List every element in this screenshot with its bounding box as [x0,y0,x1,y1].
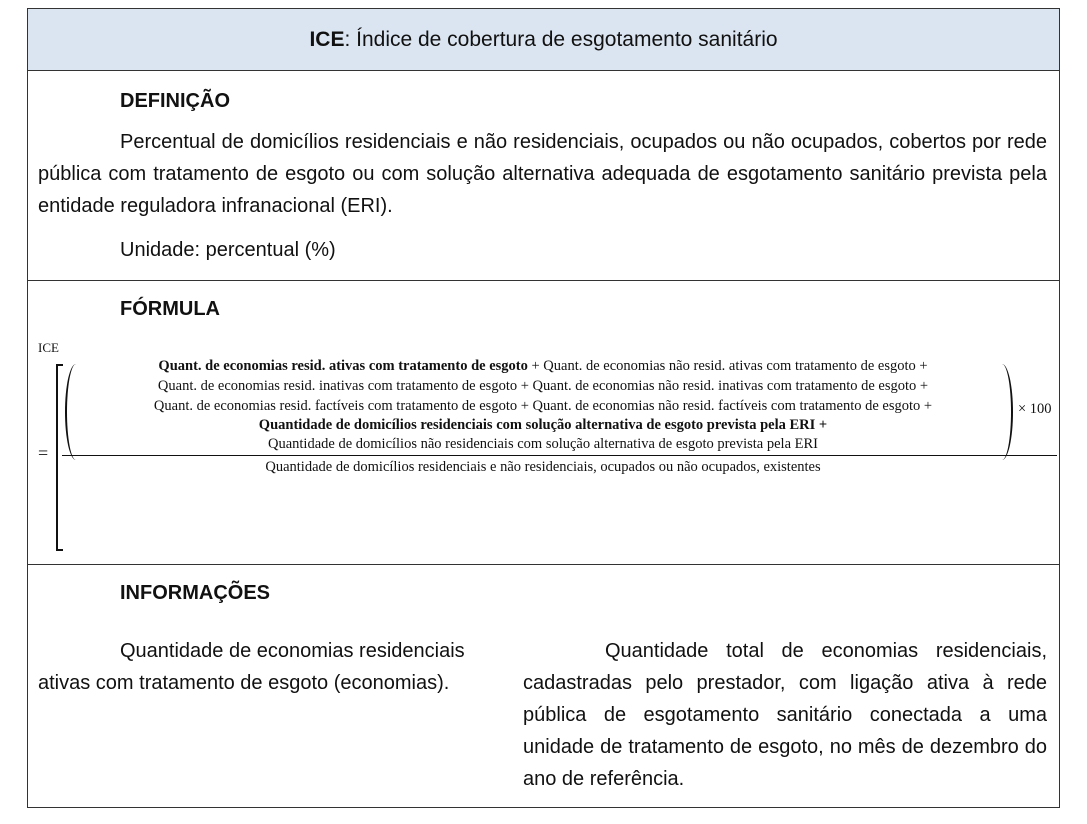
numerator-line-5: Quantidade de domicílios não residenciais com solução alternativa de esgoto prevista pela ERI [267,436,819,452]
indicator-title: : Índice de cobertura de esgotamento sanitário [344,27,778,51]
indicator-abbr: ICE [309,27,345,51]
left-bracket [56,364,63,551]
formula-equals: = [38,443,49,463]
numerator-line-4: Quantidade de domicílios residenciais com solução alternativa de esgoto prevista pela ERI + [258,417,828,433]
unit-text: Unidade: percentual (%) [120,239,336,261]
formula-section [28,280,1059,565]
info-description: Quantidade total de economias residenciais, cadastradas pelo prestador, com ligação ativa à rede pública de esgotamento sanitário conectada a uma unidade de tratamento de esgoto, no mês de dezembro do ano de referência. [523,640,1047,790]
fraction-bar [62,455,1057,456]
info-variable: Quantidade de economias residenciais ativas com tratamento de esgoto (economias). [38,640,465,694]
definition-text: Percentual de domicílios residenciais e não residenciais, ocupados ou não ocupados, cobertos por rede pública com tratamento de esgoto ou com solução alternativa adequada de esgotamento sanitário prevista pela entidade reguladora infranacional (ERI). [38,131,1047,217]
numerator-line-1: Quant. de economias resid. ativas com tratamento de esgoto + Quant. de economias não resid. ativas com tratamento de esgoto + [158,358,928,374]
numerator-line-2: Quant. de economias resid. inativas com tratamento de esgoto + Quant. de economias não resid. inativas com tratamento de esgoto + [157,378,929,394]
indicator-table [27,8,1060,808]
formula-lhs: ICE [38,340,59,355]
info-section [28,564,1059,824]
formula-heading: FÓRMULA [120,298,220,320]
numerator-line-3: Quant. de economias resid. factíveis com tratamento de esgoto + Quant. de economias não resid. factíveis com tratamento de esgoto + [153,398,933,414]
denominator: Quantidade de domicílios residenciais e não residenciais, ocupados ou não ocupados, existentes [265,459,821,475]
info-heading: INFORMAÇÕES [120,582,270,604]
multiplier: × 100 [1018,401,1052,417]
definition-heading: DEFINIÇÃO [120,90,230,112]
table-header [28,9,1059,71]
definition-section [28,70,1059,281]
